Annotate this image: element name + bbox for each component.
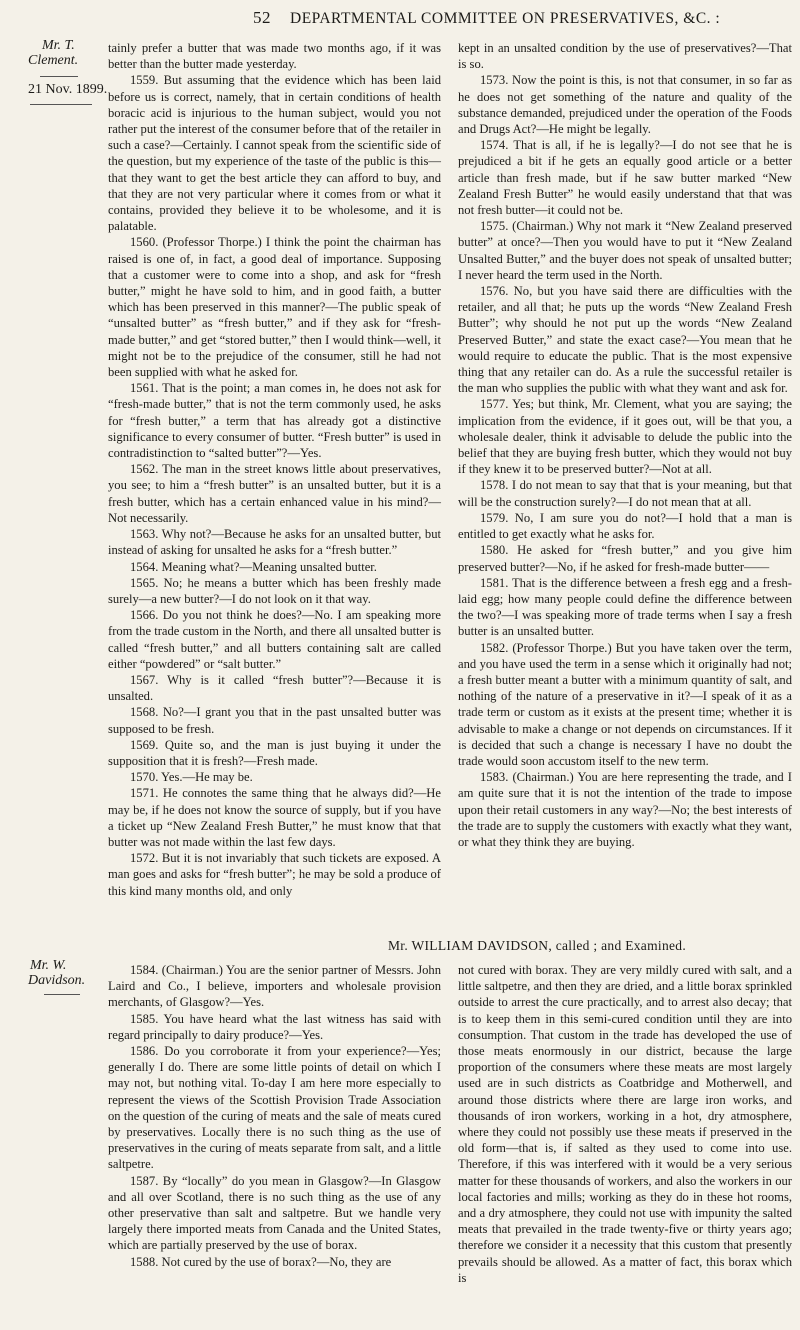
column-left-section2: [108, 962, 441, 1270]
page-number: 52: [253, 8, 271, 27]
paragraph: 1572. But it is not invariably that such tickets are exposed. A man goes and asks for “fresh butter”; he may be sold a produce of this kind many months old, and only: [108, 851, 441, 898]
running-title: DEPARTMENTAL COMMITTEE ON PRESERVATIVES, &C. :: [290, 10, 721, 27]
paragraph: 1582. (Professor Thorpe.) But you have taken over the term, and you have used the term in a sense which it originally had not; a fresh butter meant a butter with a minimum quantity of salt, and nothing of the nature of a preservative in it?—I speak of it as a trade term or custom as it exists at the present time; whether it is advisable to make a change or not depends on circumstances. If it is decided that such a change is necessary I have no doubt the trade would soon accustom itself to the new term.: [458, 640, 792, 768]
margin-witness-name-line1: Mr. W.: [30, 958, 67, 973]
column-right-section2: [458, 962, 792, 1286]
paragraph: 1566. Do you not think he does?—No. I am speaking more from the trade custom in the North, and there all unsalted butter is called “fresh butter,” and all butters containing salt are called either “powdered” or “salt butter.”: [108, 608, 441, 671]
paragraph: 1585. You have heard what the last witness has said with regard principally to dairy produce?—Yes.: [108, 1011, 441, 1042]
paragraph: 1565. No; he means a butter which has been freshly made surely—a new butter?—I do not look on it that way.: [108, 575, 441, 606]
paragraph: 1563. Why not?—Because he asks for an unsalted butter, but instead of asking for unsalted he asks for a “fresh butter.”: [108, 527, 441, 558]
paragraph: 1575. (Chairman.) Why not mark it “New Zealand preserved butter” at once?—Then you would have to put it “New Zealand Unsalted Butter,” and the buyer does not speak of unsalted butter; I never heard the term used in the North.: [458, 219, 792, 282]
paragraph: 1562. The man in the street knows little about preservatives, you see; to him a “fresh butter” is an unsalted butter, but it is a fresh butter, which has a certain enhanced value in his mind?—Not necessarily.: [108, 462, 441, 525]
paragraph: 1571. He connotes the same thing that he always did?—He may be, if he does not know the source of supply, but if you have a ticket up “New Zealand Fresh Butter,” he must know that that butter was not made within the last few days.: [108, 786, 441, 849]
column-left-section1: [108, 40, 441, 899]
paragraph: 1559. But assuming that the evidence which has been laid before us is correct, namely, that in certain conditions of health boracic acid is injurious to the human subject, would you not rather put the interest of the consumer before that of the retailer in such a case?—Certainly. I cannot speak from the scientific side of the question, but my experience of the taste of the public is this—that they want to get the best article they can afford to buy, and that they are not very particular where it comes from or what it contains, provided they believe it to be wholesome, and it is palatable.: [108, 73, 441, 234]
margin-rule: [30, 104, 92, 105]
margin-witness-name-line2: Clement.: [28, 53, 79, 68]
paragraph: 1576. No, but you have said there are difficulties with the retailer, and all that; he puts up the words “New Zealand Fresh Butter”; why should he not put up the words “New Zealand Preserved Butter,” and state the exact case?—You mean that he would require to educate the public. That is the most expensive thing that any retailer can do. As a rule the successful retailer is the man who supplies the public with what they want and ask for.: [458, 284, 792, 396]
paragraph: 1568. No?—I grant you that in the past unsalted butter was supposed to be fresh.: [108, 705, 441, 736]
paragraph: 1583. (Chairman.) You are here representing the trade, and I am quite sure that it is not the intention of the trade to impose upon their retail customers in any way?—No; the best interests of the trade are to supply the customers with exactly what they want, or what they think they are buying.: [458, 770, 792, 849]
paragraph: kept in an unsalted condition by the use of preservatives?—That is so.: [458, 41, 792, 72]
paragraph: 1573. Now the point is this, is not that consumer, in so far as he does not get something of the nature and quality of the substance demanded, prejudiced under the operation of the Foods and Drugs Act?—He might be legally.: [458, 73, 792, 137]
paragraph: 1577. Yes; but think, Mr. Clement, what you are saying; the implication from the evidence, if it goes out, will be that you, a wholesale dealer, think it advisable to delude the public into the belief that they are buying fresh butter, which they would not buy if they knew it to be preserved butter?—Not at all.: [458, 397, 792, 477]
paragraph: 1567. Why is it called “fresh butter”?—Because it is unsalted.: [108, 672, 441, 704]
paragraph: 1586. Do you corroborate it from your experience?—Yes; generally I do. There are some little points of detail on which I may not, but nothing vital. To-day I am here more especially to represent the views of the Scottish Provision Trade Association on the question of the curing of meats and the sale of meats cured by preservatives. Locally there is no such thing as the use of preservatives in the curing of meats separate from salt, and a little saltpetre.: [108, 1044, 441, 1172]
paragraph: 1569. Quite so, and the man is just buying it under the supposition that it is fresh?—Fresh made.: [108, 737, 441, 768]
paragraph: 1584. (Chairman.) You are the senior partner of Messrs. John Laird and Co., I believe, importers and wholesale provision merchants, of Glasgow?—Yes.: [108, 963, 441, 1010]
paragraph: 1564. Meaning what?—Meaning unsalted butter.: [130, 559, 377, 574]
paragraph: 1580. He asked for “fresh butter,” and you give him preserved butter?—No, if he asked for fresh-made butter——: [458, 543, 792, 574]
paragraph: 1570. Yes.—He may be.: [130, 770, 253, 785]
witness-heading: Mr. WILLIAM DAVIDSON, called ; and Examined.: [387, 938, 687, 953]
page-header: [0, 8, 800, 38]
paragraph: 1588. Not cured by the use of borax?—No, they are: [130, 1254, 392, 1269]
paragraph: 1587. By “locally” do you mean in Glasgow?—In Glasgow and all over Scotland, there is no such thing as the use of any other preservative than salt and saltpetre. But we handle very largely there imported meats from Canada and the United States, which are partially preserved by the use of borax.: [108, 1173, 441, 1253]
paragraph: 1574. That is all, if he is legally?—I do not see that he is prejudiced a bit if he gets an equally good article or a better article than fresh made, but if he saw butter marked “New Zealand Fresh Butter” he would easily understand that that was not fresh butter—it could not be.: [458, 138, 792, 218]
margin-witness-name-line1: Mr. T.: [42, 38, 75, 53]
paragraph: 1561. That is the point; a man comes in, he does not ask for “fresh-made butter,” that is not the term commonly used, he asks for “fresh butter,” a term that has already got a distinctive significance to every consumer of butter. “Fresh butter” is used in contradistinction to “salted butter”?—Yes.: [108, 381, 441, 461]
margin-witness-clement: [28, 38, 98, 68]
column-right-section1: [458, 40, 792, 850]
paragraph: 1579. No, I am sure you do not?—I hold that a man is entitled to get exactly what he asks for.: [458, 510, 792, 542]
paragraph: tainly prefer a butter that was made two months ago, if it was better than the butter made yesterday.: [108, 41, 441, 72]
paragraph: not cured with borax. They are very mildly cured with salt, and a little saltpetre, and then they are dried, and a little borax sprinkled outside to arrest the cure practically, and to arrest also decay; that is to keep them in this semi-cured condition until they are into consumption. That custom in the trade has developed the use of those meats enormously in our district, because the large proportion of the consumers where these meats are most largely used are in such districts as Coatbridge and Motherwell, and around those districts where there are large iron works, and thousands of iron workers, working in a hot, dry atmosphere, where they could not possibly use these meats if preserved in the old form—that is, if salted as they used to come into use. Therefore, if this was interfered with it would be a very serious matter for these thousands of workers, and also the workers in our local factories and mills; working as they do in these hot rooms, and a dry atmosphere, they could not use with impunity the salted meats that prevailed in the trade twenty-five or thirty years ago; therefore we consider it a necessity that this custom that presently prevails should be allowed. As a matter of fact, this borax which is: [458, 963, 792, 1285]
margin-witness-davidson: [28, 958, 98, 988]
paragraph: 1578. I do not mean to say that that is your meaning, but that will be the construction surely?—I do not mean that at all.: [458, 478, 792, 509]
margin-witness-name-line2: Davidson.: [28, 973, 86, 988]
margin-date: 21 Nov. 1899.: [28, 82, 108, 97]
margin-rule: [44, 994, 80, 995]
margin-rule: [40, 76, 78, 77]
paragraph: 1581. That is the difference between a fresh egg and a fresh-laid egg; how many people could define the difference between the two?—I was speaking more of trade terms when I say a fresh butter is an unsalted butter.: [458, 575, 792, 639]
paragraph: 1560. (Professor Thorpe.) I think the point the chairman has raised is one of, in fact, a good deal of importance. Supposing that a customer were to come into a shop, and ask for “fresh butter,” might he have sold to him, and in good faith, a butter which has been preserved in this manner?—The public speak of “unsalted butter” as “fresh butter,” and if they ask for “fresh-made butter,” and get “stored butter,” then I would think—well, it might not be to the prejudice of the consumer, still he had not been supplied with what he asked for.: [108, 235, 441, 380]
